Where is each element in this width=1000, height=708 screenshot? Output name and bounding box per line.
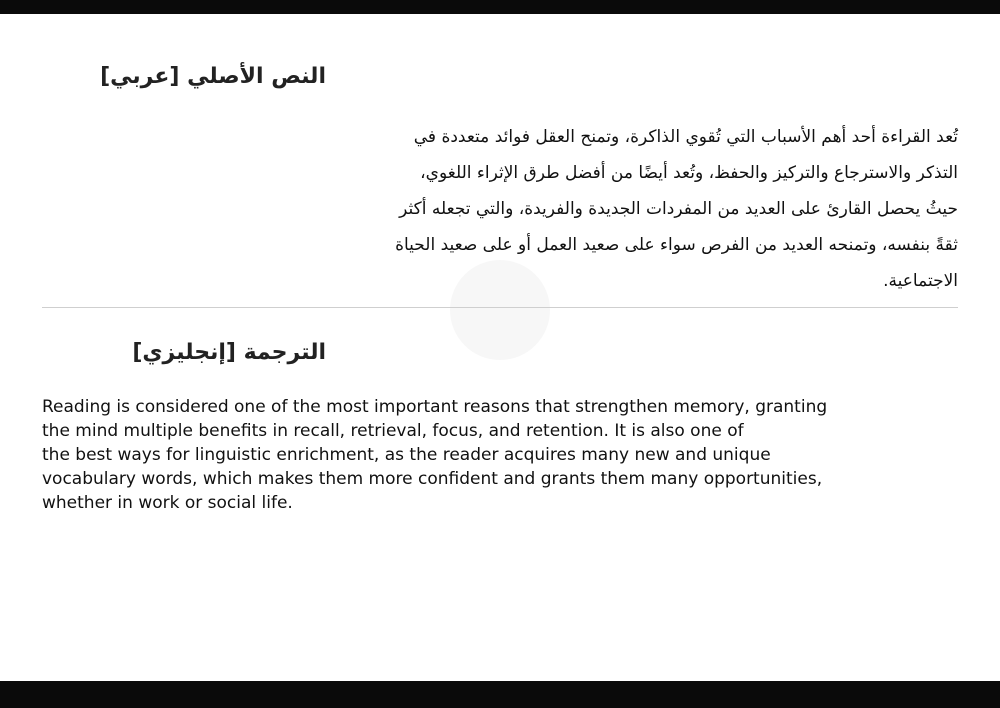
english-line: vocabulary words, which makes them more confident and grants them many opportunities, [42, 469, 823, 489]
section-divider [42, 307, 958, 308]
arabic-paragraph [300, 119, 958, 299]
english-line: the mind multiple benefits in recall, retrieval, focus, and retention. It is also one of [42, 421, 744, 441]
translation-heading: الترجمة [إنجليزي] [132, 340, 326, 365]
english-line: the best ways for linguistic enrichment, as the reader acquires many new and unique [42, 445, 771, 465]
english-paragraph [42, 395, 922, 515]
arabic-line: تُعد القراءة أحد أهم الأسباب التي تُقوي الذاكرة، وتمنح العقل فوائد متعددة في [413, 127, 958, 147]
original-text-heading: النص الأصلي [عربي] [100, 64, 326, 89]
top-black-bar [0, 0, 1000, 14]
bottom-black-bar [0, 681, 1000, 708]
arabic-line: التذكر والاسترجاع والتركيز والحفظ، وتُعد أيضًا من أفضل طرق الإثراء اللغوي، [420, 163, 958, 183]
english-line: Reading is considered one of the most important reasons that strengthen memory, granting [42, 397, 828, 417]
arabic-line: ثقةً بنفسه، وتمنحه العديد من الفرص سواء على صعيد العمل أو على صعيد الحياة [395, 235, 958, 255]
english-line: whether in work or social life. [42, 493, 293, 513]
arabic-line: حيثُ يحصل القارئ على العديد من المفردات الجديدة والفريدة، والتي تجعله أكثر [399, 199, 958, 219]
document-page [0, 14, 1000, 681]
arabic-line: الاجتماعية. [883, 271, 958, 291]
